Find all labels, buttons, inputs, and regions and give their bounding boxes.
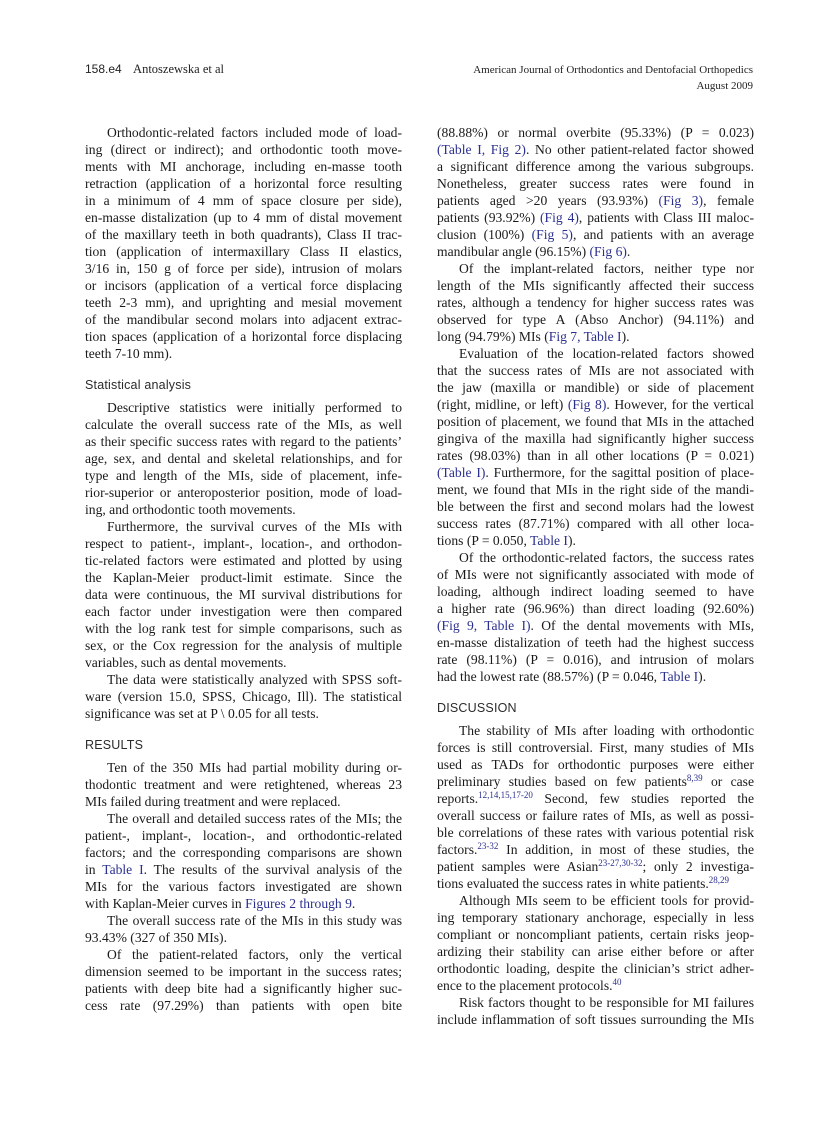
paragraph-patient-factors-cont: (88.88%) or normal overbite (95.33%) (P = 0.023) (Table I, Fig 2). No other patient-related factor showed a significant difference among the various subgroups. Nonetheless, greater success rates were found in patients aged >20 years (93.93%) (Fig 3), female patients (93.92%) (Fig 4), patients with Class III maloc- clusion (100%) (Fig 5), and patients with an average mandibular angle (96.15%) (Fig 6). (437, 125, 754, 259)
running-header-left (85, 62, 224, 77)
link-table-1c[interactable]: Table I (530, 533, 568, 548)
section-heading-statistical-analysis: Statistical analysis (85, 378, 192, 392)
paragraph-descriptive-statistics: Descriptive statistics were initially performed to calculate the overall success rate of the MIs, as well as their specific success rates with regard to the patients’ age, sex, and dental and skeletal relationships, and for type and length of the MIs, side of placement, infe- rior-superior or anteroposterior position, mode of load- ing, and orthodontic tooth movements. (85, 400, 402, 517)
link-fig-8[interactable]: (Fig 8) (567, 397, 607, 412)
citation-8-39[interactable]: 8,39 (686, 773, 703, 783)
running-authors: Antoszewska et al (133, 62, 224, 76)
paragraph-overall-rates: The overall and detailed success rates of the MIs; the patient-, implant-, location-, and orthodontic-related factors; and the corresponding comparisons are shown in Table I. The results of the survival analysis of the MIs for the various factors investigated are shown with Kaplan-Meier curves in Figures 2 through 9. (85, 811, 402, 911)
paragraph-mobility: Ten of the 350 MIs had partial mobility during or- thodontic treatment and were retightened, whereas 23 MIs failed during treatment and were replaced. (85, 760, 402, 809)
citation-23-27-30-32[interactable]: 23-27,30-32 (598, 858, 643, 868)
journal-title: American Journal of Orthodontics and Dentofacial Orthopedics (473, 64, 753, 76)
page-number: 158.e4 (85, 62, 122, 76)
link-fig-3[interactable]: (Fig 3) (658, 193, 704, 208)
paragraph-implant-factors: Of the implant-related factors, neither type nor length of the MIs significantly affected their success rates, although a tendency for higher success rates was observed for type A (Abso Anchor) (94.11%) and long (94.79%) MIs (Fig 7, Table I). (437, 261, 754, 344)
link-figures-2-9[interactable]: Figures 2 through 9 (245, 896, 352, 911)
link-table1-fig2[interactable]: (Table I, Fig 2) (437, 142, 526, 157)
citation-40[interactable]: 40 (612, 977, 622, 987)
section-heading-discussion: DISCUSSION (437, 701, 517, 715)
citation-12-20[interactable]: 12,14,15,17-20 (478, 790, 533, 800)
paragraph-orthodontic-factors: Orthodontic-related factors included mode of load- ing (direct or indirect); and orthodontic tooth move- ments with MI anchorage, including en-masse tooth retraction (application of a horizontal force resulting in a minimum of 4 mm of space closure per side), en-masse distalization (up to 4 mm of distal movement of the maxillary teeth in both quadrants), Class II trac- tion (application of intermaxillary Class II elastics, 3/16 in, 150 g of force per side), intrusion of molars or incisors (application of a vertical force displacing teeth 2-3 mm), and uprighting and mesial movement of the mandibular second molars into adjacent extrac- tion spaces (application of a horizontal force displacing teeth 7-10 mm). (85, 125, 402, 361)
paragraph-survival-curves: Furthermore, the survival curves of the MIs with respect to patient-, implant-, location-, and orthodon- tic-related factors were estimated and plotted by using the Kaplan-Meier product-limit estimate. Since the data were continuous, the MI survival distributions for each factor under investigation were then compared with the log rank test for simple comparisons, such as sex, or the Cox regression for the analysis of multiple variables, such as dental movements. (85, 519, 402, 670)
paragraph-overall-success: The overall success rate of the MIs in this study was 93.43% (327 of 350 MIs). (85, 913, 402, 945)
paragraph-orthodontic-factors-results: Of the orthodontic-related factors, the success rates of MIs were not significantly associated with mode of loading, although indirect loading seemed to have a higher rate (96.96%) than direct loading (92.60%) (Fig 9, Table I). Of the dental movements with MIs, en-masse distalization of teeth had the highest success rate (98.11%) (P = 0.016), and intrusion of molars had the lowest rate (88.57%) (P = 0.046, Table I). (437, 550, 754, 684)
link-table-1[interactable]: Table I (102, 862, 144, 877)
paragraph-spss: The data were statistically analyzed with SPSS soft- ware (version 15.0, SPSS, Chicago, Ill). The statistical significance was set at P \ 0.05 for all tests. (85, 672, 402, 721)
section-heading-results: RESULTS (85, 738, 144, 752)
paragraph-efficient-tools: Although MIs seem to be efficient tools for provid- ing temporary stationary anchorage, especially in less compliant or noncompliant patients, certain risks jeop- ardizing their stability can arise either before or after orthodontic loading, despite the clinician’s strict adher- ence to the placement protocols.$^{40}$ (437, 893, 754, 993)
link-fig-6[interactable]: (Fig 6) (589, 244, 627, 259)
paragraph-risk-factors: Risk factors thought to be responsible for MI failures include inflammation of soft tissues surrounding the MIs (437, 995, 754, 1027)
link-table-1b[interactable]: (Table I) (437, 465, 486, 480)
link-fig7-table1[interactable]: Fig 7, Table I (548, 329, 622, 344)
link-fig-4[interactable]: (Fig 4) (540, 210, 579, 225)
paragraph-stability: The stability of MIs after loading with orthodontic forces is still controversial. First, many studies of MIs used as TADs for orthodontic purposes were either preliminary studies based on few patients$^{8,39}$ or case reports.$^{12,14,15,17-20}$ Second, few studies reported the overall success or failure rates of MIs, as well as possi- ble correlations of these rates with various potential risk factors.$^{23-32}$ In addition, in most of these studies, the patient samples were Asian$^{23-27,30-32}$; only 2 investiga- tions evaluated the success rates in white patients.$^{28,29}$ (437, 723, 755, 891)
issue-date: August 2009 (696, 80, 753, 92)
citation-28-29[interactable]: 28,29 (708, 875, 730, 885)
link-fig9-table1[interactable]: (Fig 9, Table I) (437, 618, 531, 633)
paragraph-patient-factors: Of the patient-related factors, only the vertical dimension seemed to be important in the success rates; patients with deep bite had a significantly higher suc- cess rate (97.29%) than patients with open bite (85, 947, 402, 1013)
link-fig-5[interactable]: (Fig 5) (531, 227, 573, 242)
paragraph-location-factors: Evaluation of the location-related factors showed that the success rates of MIs are not associated with the jaw (maxilla or mandible) or side of placement (right, midline, or left) (Fig 8). However, for the vertical position of placement, we found that MIs in the attached gingiva of the maxilla had significantly higher success rates (98.03%) than in all other locations (P = 0.021) (Table I). Furthermore, for the sagittal position of place- ment, we found that MIs in the right side of the mandi- ble between the first and second molars had the lowest success rates (87.71%) compared with all other loca- tions (P = 0.050, Table I). (437, 346, 754, 548)
citation-23-32[interactable]: 23-32 (477, 841, 499, 851)
left-column (85, 124, 402, 1014)
right-column (437, 124, 754, 1028)
running-header-right (473, 62, 753, 94)
link-table-1d[interactable]: Table I (660, 669, 699, 684)
